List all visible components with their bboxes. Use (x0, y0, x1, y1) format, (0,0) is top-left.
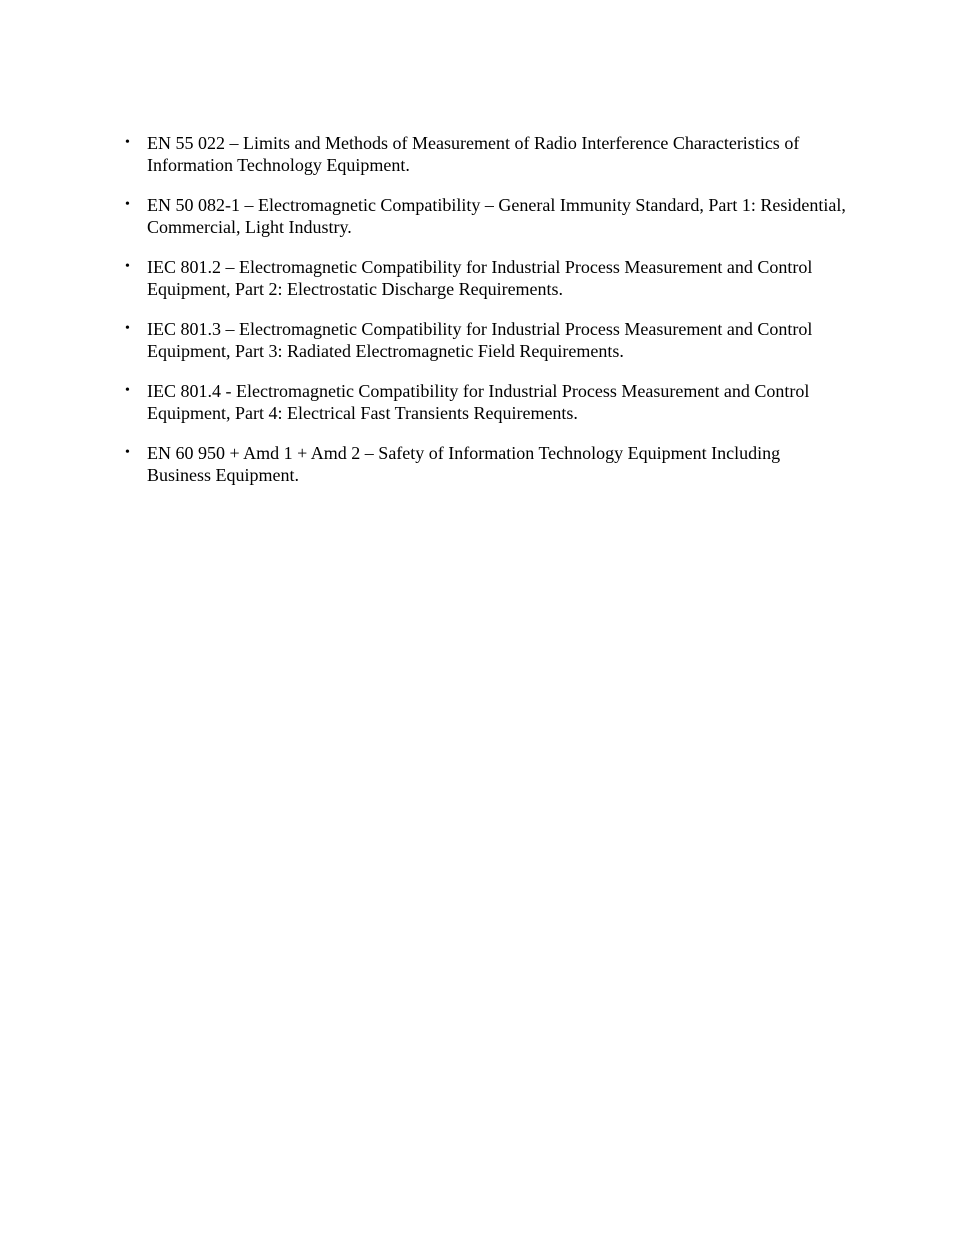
bullet-icon: • (125, 383, 130, 398)
list-item (125, 380, 847, 424)
standards-list (125, 132, 847, 504)
list-item (125, 194, 847, 238)
list-item (125, 318, 847, 362)
list-item-text: IEC 801.2 – Electromagnetic Compatibility for Industrial Process Measurement and Control Equipment, Part 2: Electrostatic Discharge Requirements. (147, 257, 813, 299)
bullet-icon: • (125, 321, 130, 336)
bullet-icon: • (125, 135, 130, 150)
list-item (125, 132, 847, 176)
list-item-text: EN 60 950 + Amd 1 + Amd 2 – Safety of Information Technology Equipment Including Business Equipment. (147, 443, 781, 485)
list-item-text: IEC 801.4 - Electromagnetic Compatibility for Industrial Process Measurement and Control Equipment, Part 4: Electrical Fast Transients Requirements. (147, 381, 810, 423)
list-item (125, 256, 847, 300)
list-item (125, 442, 847, 486)
list-item-text: EN 55 022 – Limits and Methods of Measurement of Radio Interference Characteristics of Information Technology Equipment. (147, 133, 800, 175)
list-item-text: EN 50 082-1 – Electromagnetic Compatibility – General Immunity Standard, Part 1: Residential, Commercial, Light Industry. (147, 195, 846, 237)
bullet-icon: • (125, 445, 130, 460)
list-item-text: IEC 801.3 – Electromagnetic Compatibility for Industrial Process Measurement and Control Equipment, Part 3: Radiated Electromagnetic Field Requirements. (147, 319, 813, 361)
bullet-icon: • (125, 259, 130, 274)
bullet-icon: • (125, 197, 130, 212)
